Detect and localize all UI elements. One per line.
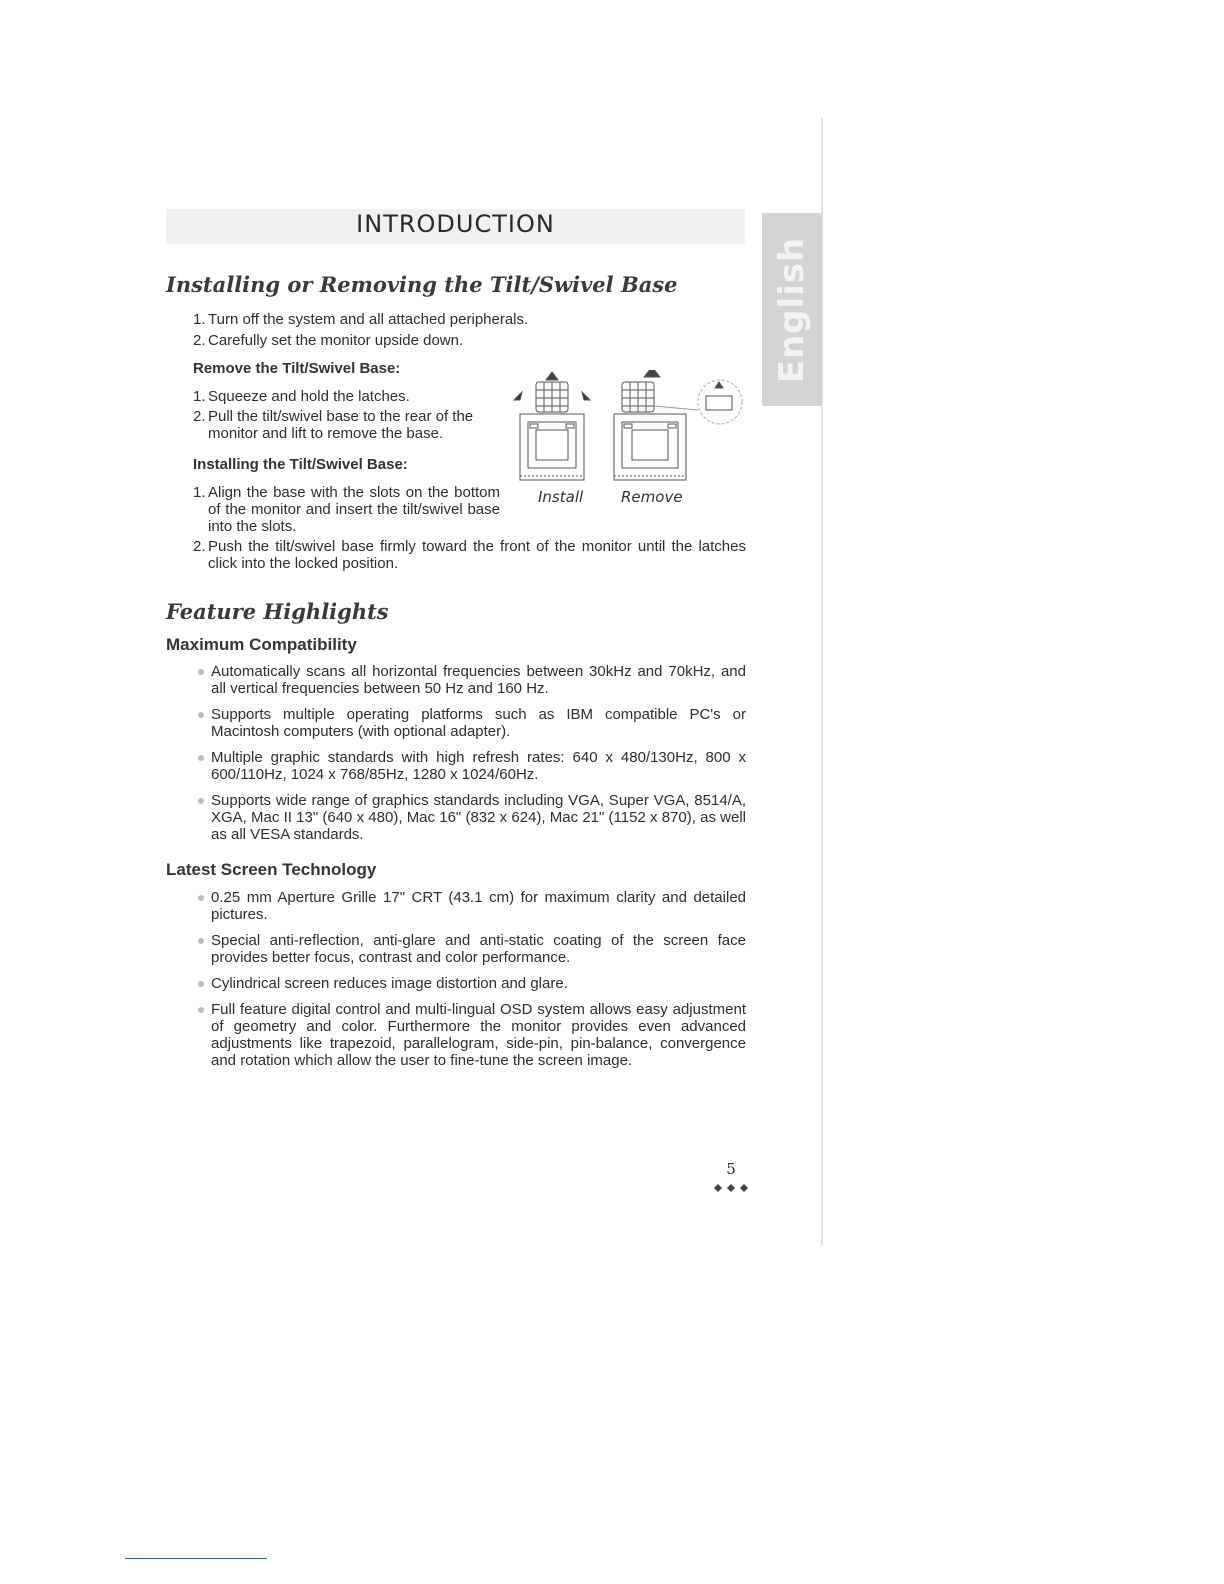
remove-heading: Remove the Tilt/Swivel Base: (193, 360, 401, 377)
remove-step: 1. Squeeze and hold the latches. (193, 388, 410, 405)
bullet-icon (198, 981, 204, 987)
prep-steps (193, 311, 713, 349)
list-item: Automatically scans all horizontal frequencies between 30kHz and 70kHz, and all vertical frequencies between 50 Hz and 160 Hz. (198, 663, 746, 697)
install-label: Install (538, 488, 584, 506)
features-section-title: Feature Highlights (166, 599, 389, 624)
list-item: 0.25 mm Aperture Grille 17" CRT (43.1 cm) for maximum clarity and detailed pictures. (198, 889, 746, 923)
compat-heading: Maximum Compatibility (166, 635, 357, 654)
footnote-rule (125, 1558, 267, 1559)
list-item: Supports multiple operating platforms such as IBM compatible PC's or Macintosh computers (with optional adapter). (198, 706, 746, 740)
remove-label: Remove (621, 488, 683, 506)
bullet-icon (198, 895, 204, 901)
remove-steps (193, 388, 493, 442)
list-item: Full feature digital control and multi-lingual OSD system allows easy adjustment of geometry and color. Furthermore the monitor provides even advanced adjustments like trapezoid, parallelogram, side-pin, pin-balance, convergence and rotation which allow the user to fine-tune the screen image. (198, 1001, 746, 1069)
bullet-icon (198, 798, 204, 804)
bullet-icon (198, 938, 204, 944)
install-step: 2. Push the tilt/swivel base firmly toward the front of the monitor until the latches click into the locked position. (193, 538, 746, 572)
bullet-icon (198, 669, 204, 675)
install-step: 1. Align the base with the slots on the bottom of the monitor and insert the tilt/swivel base into the slots. (193, 484, 500, 535)
language-tab (762, 213, 822, 406)
bullet-icon (198, 1007, 204, 1013)
screen-list (198, 889, 746, 1069)
page-title: INTRODUCTION (356, 210, 555, 238)
install-heading: Installing the Tilt/Swivel Base: (193, 456, 408, 473)
bullet-icon (198, 755, 204, 761)
install-section-title: Installing or Removing the Tilt/Swivel Base (166, 272, 678, 297)
header-band (166, 209, 745, 244)
page-number: 5 (726, 1160, 736, 1178)
compat-list (198, 663, 746, 843)
list-item: Special anti-reflection, anti-glare and anti-static coating of the screen face provides better focus, contrast and color performance. (198, 932, 746, 966)
prep-step: 1. Turn off the system and all attached peripherals. (193, 311, 529, 328)
list-item: Supports wide range of graphics standards including VGA, Super VGA, 8514/A, XGA, Mac II 13" (640 x 480), Mac 16" (832 x 624), Mac 21" (1152 x 870), as well as all VESA standards. (198, 792, 746, 843)
list-item: Cylindrical screen reduces image distortion and glare. (198, 975, 746, 992)
prep-step: 2. Carefully set the monitor upside down. (193, 332, 464, 349)
language-tab-label: English (772, 236, 812, 383)
list-item: Multiple graphic standards with high refresh rates: 640 x 480/130Hz, 800 x 600/110Hz, 1024 x 768/85Hz, 1280 x 1024/60Hz. (198, 749, 746, 783)
base-diagram (508, 370, 753, 515)
bullet-icon (198, 712, 204, 718)
remove-step: 2. Pull the tilt/swivel base to the rear of the monitor and lift to remove the base. (193, 408, 474, 442)
diamond-ornament-icon (714, 1183, 748, 1193)
screen-heading: Latest Screen Technology (166, 860, 377, 879)
